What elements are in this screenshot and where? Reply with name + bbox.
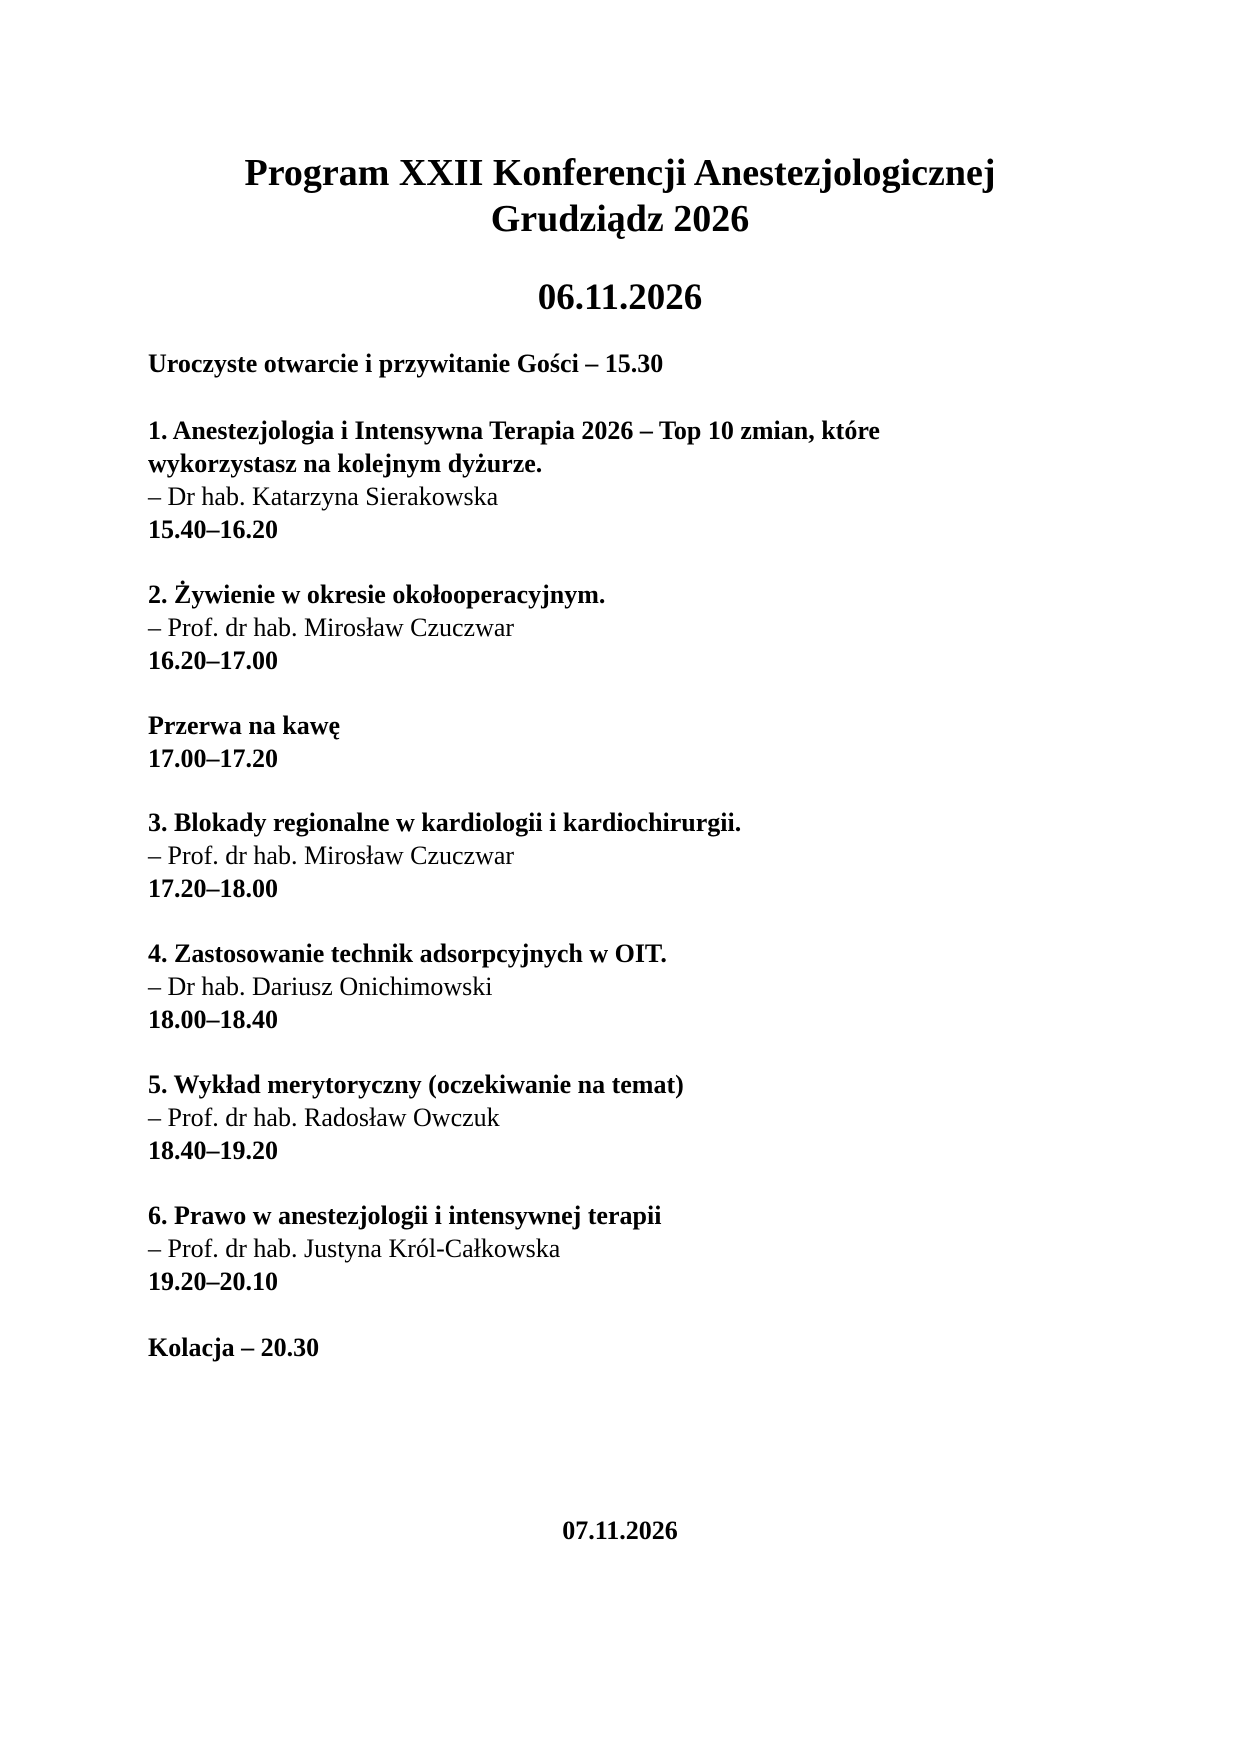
- session-3-time: 17.20–18.00: [148, 874, 278, 903]
- day2-date-heading: 07.11.2026: [562, 1516, 678, 1545]
- session-6-speaker: – Prof. dr hab. Justyna Król-Całkowska: [148, 1234, 561, 1263]
- opening-line: Uroczyste otwarcie i przywitanie Gości – 15.30: [148, 349, 664, 378]
- session-3-title: 3. Blokady regionalne w kardiologii i kardiochirurgii.: [148, 808, 742, 837]
- session-5-title: 5. Wykład merytoryczny (oczekiwanie na temat): [148, 1070, 684, 1099]
- day1-date-heading: 06.11.2026: [537, 277, 703, 318]
- session-6-title: 6. Prawo w anestezjologii i intensywnej terapii: [148, 1201, 662, 1230]
- session-4-time: 18.00–18.40: [148, 1005, 278, 1034]
- session-2-time: 16.20–17.00: [148, 646, 278, 675]
- session-1-title-line2: wykorzystasz na kolejnym dyżurze.: [148, 449, 543, 478]
- session-3-speaker: – Prof. dr hab. Mirosław Czuczwar: [148, 841, 515, 870]
- session-2-speaker: – Prof. dr hab. Mirosław Czuczwar: [148, 613, 515, 642]
- session-4-speaker: – Dr hab. Dariusz Onichimowski: [148, 972, 493, 1001]
- session-2-title: 2. Żywienie w okresie okołooperacyjnym.: [148, 580, 606, 609]
- document-title-line1: Program XXII Konferencji Anestezjologicznej: [244, 152, 996, 194]
- coffee-break-label: Przerwa na kawę: [148, 711, 341, 740]
- dinner-line: Kolacja – 20.30: [148, 1333, 320, 1362]
- session-5-speaker: – Prof. dr hab. Radosław Owczuk: [148, 1103, 500, 1132]
- document-title-line2: Grudziądz 2026: [490, 198, 750, 240]
- session-5-time: 18.40–19.20: [148, 1136, 278, 1165]
- session-1-title-line1: 1. Anestezjologia i Intensywna Terapia 2026 – Top 10 zmian, które: [148, 416, 880, 445]
- session-6-time: 19.20–20.10: [148, 1267, 278, 1296]
- session-1-time: 15.40–16.20: [148, 515, 278, 544]
- session-4-title: 4. Zastosowanie technik adsorpcyjnych w OIT.: [148, 939, 667, 968]
- session-1-speaker: – Dr hab. Katarzyna Sierakowska: [148, 482, 499, 511]
- coffee-break-time: 17.00–17.20: [148, 744, 278, 773]
